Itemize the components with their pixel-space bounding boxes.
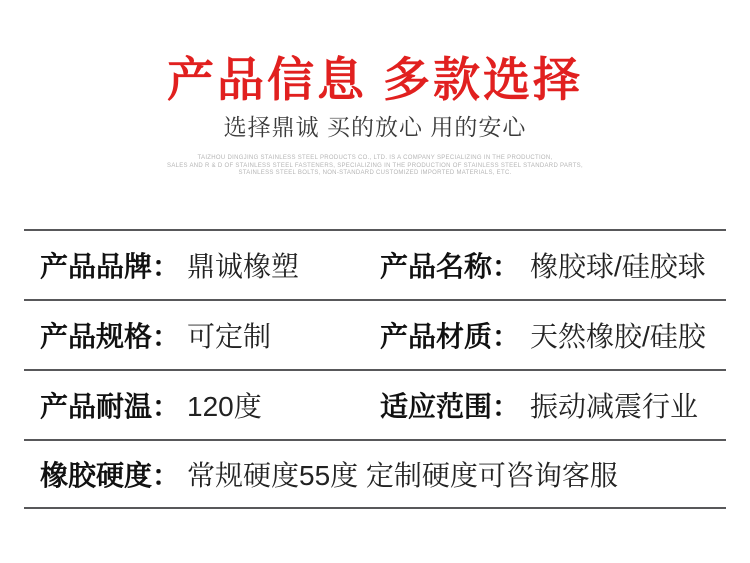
company-description-line: SALES AND R & D OF STAINLESS STEEL FASTENERS, SPECIALIZING IN THE PRODUCTION OF STAINLESS STEEL STANDARD PARTS, [167, 162, 583, 169]
spec-label-hardness: 橡胶硬度： [40, 460, 181, 491]
spec-value-specification: 可定制 [187, 321, 272, 352]
spec-label-application: 适应范围： [380, 391, 521, 422]
spec-label-temperature: 产品耐温： [40, 391, 181, 422]
spec-row-spec-material [24, 299, 726, 369]
spec-value-application: 振动减震行业 [530, 391, 699, 422]
spec-label-brand: 产品品牌： [40, 251, 181, 282]
spec-label-product-name: 产品名称： [380, 251, 521, 282]
spec-label-specification: 产品规格： [40, 321, 181, 352]
spec-row-hardness [24, 439, 726, 509]
spec-value-product-name: 橡胶球/硅胶球 [530, 251, 706, 282]
spec-label-material: 产品材质： [380, 321, 521, 352]
company-description-line: STAINLESS STEEL BOLTS, NON-STANDARD CUSTOMIZED IMPORTED MATERIALS, ETC. [238, 170, 512, 176]
company-description [0, 155, 750, 178]
spec-value-temperature: 120度 [187, 391, 262, 422]
spec-table [24, 229, 726, 509]
spec-value-hardness: 常规硬度55度 定制硬度可咨询客服 [187, 460, 618, 491]
spec-value-brand: 鼎诚橡塑 [187, 251, 300, 282]
page-title: 产品信息 多款选择 [166, 53, 584, 106]
spec-row-brand-name [24, 229, 726, 299]
page-subtitle: 选择鼎诚 买的放心 用的安心 [223, 114, 527, 140]
company-description-line: TAIZHOU DINGJING STAINLESS STEEL PRODUCTS CO., LTD. IS A COMPANY SPECIALIZING IN THE PRODUCTION, [197, 155, 553, 161]
spec-value-material: 天然橡胶/硅胶 [530, 321, 706, 352]
spec-row-temp-range [24, 369, 726, 439]
